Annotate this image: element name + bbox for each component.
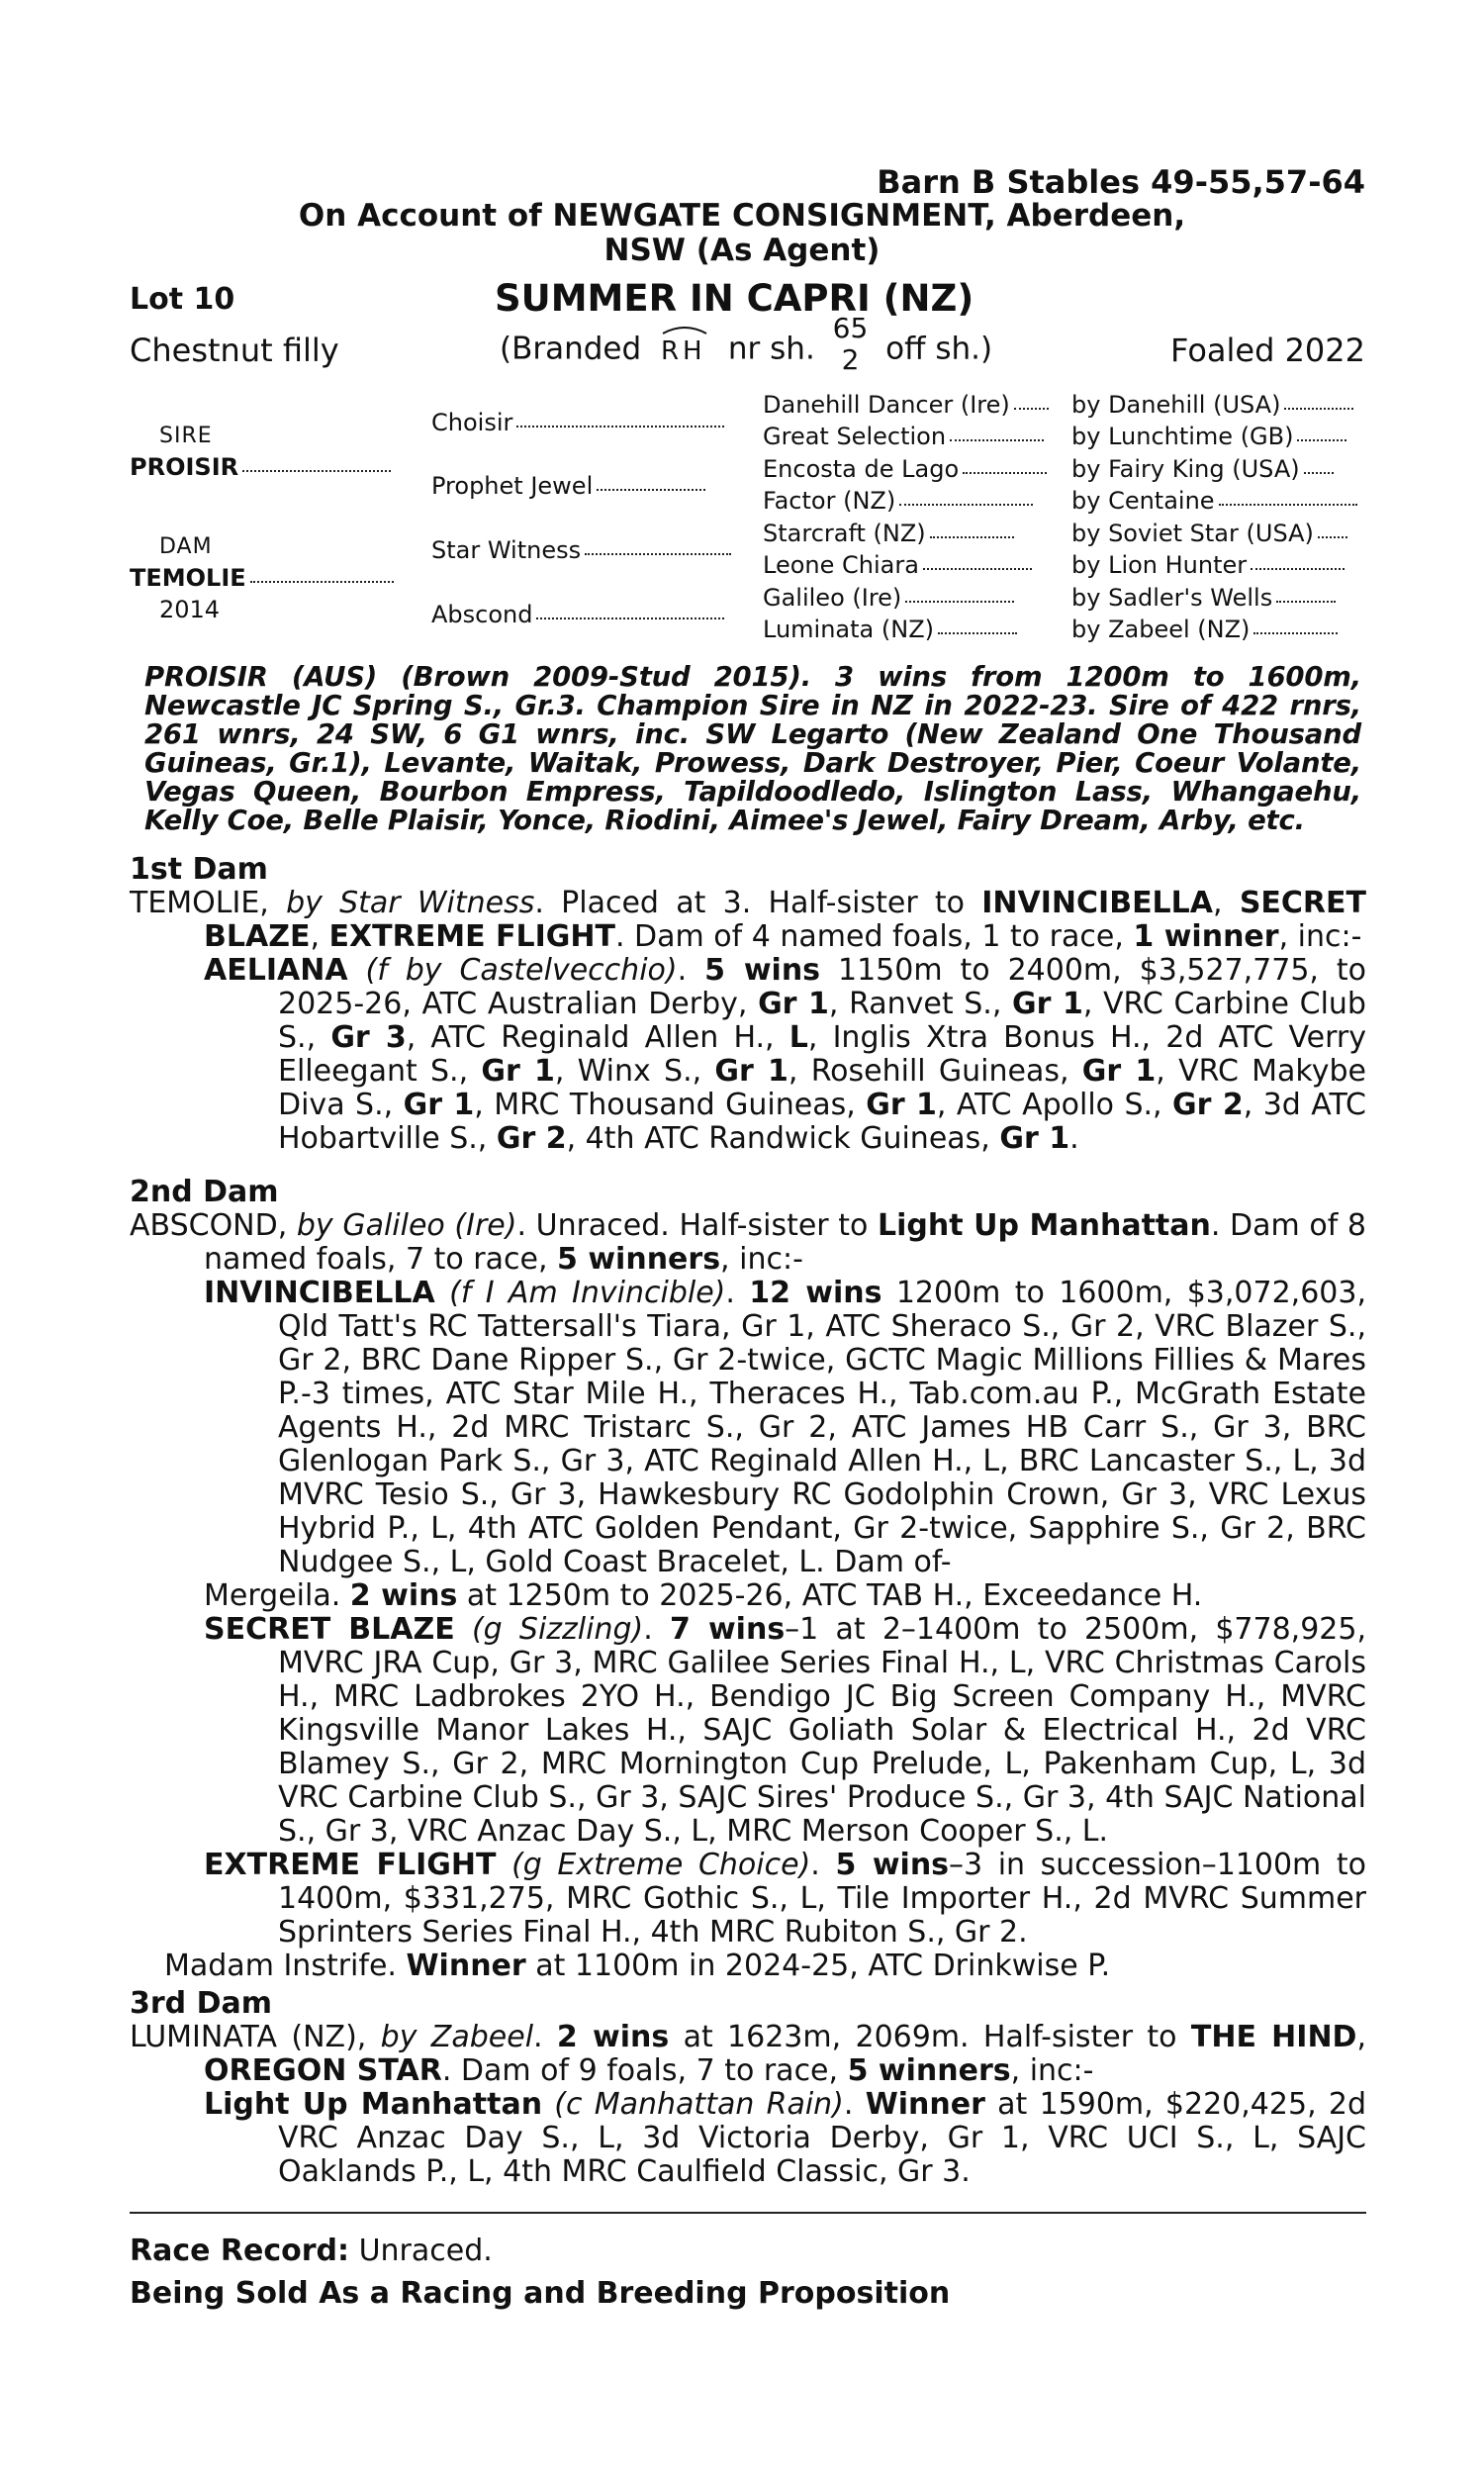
grandsire-sire: Choisir xyxy=(431,409,724,436)
granddam-sire: Prophet Jewel xyxy=(431,472,705,500)
sire-name: PROISIR xyxy=(130,453,391,481)
g3-8: Luminata (NZ) xyxy=(763,616,1017,643)
first-dam-para: TEMOLIE, by Star Witness. Placed at 3. Half-sister to INVINCIBELLA, SECRET BLAZE, EXTREME FLIGHT. Dam of 4 named foals, 1 to race, 1 winner, inc:- xyxy=(130,886,1366,954)
second-dam-heading: 2nd Dam xyxy=(130,1175,279,1209)
g3-3-by: by Fairy King (USA) xyxy=(1071,455,1334,483)
g3-5: Starcraft (NZ) xyxy=(763,520,1014,547)
g3-3: Encosta de Lago xyxy=(763,455,1047,483)
brand-num-bottom: 2 xyxy=(841,343,860,376)
horse-name: SUMMER IN CAPRI (NZ) xyxy=(495,277,974,320)
g3-7-by: by Sadler's Wells xyxy=(1071,584,1336,612)
second-dam-section xyxy=(130,1176,1366,1983)
third-dam-heading: 3rd Dam xyxy=(130,1986,272,2021)
invincibella-para: INVINCIBELLA (f I Am Invincible). 12 wins 1200m to 1600m, $3,072,603, Qld Tatt's RC Tattersall's Tiara, Gr 1, ATC Sheraco S., Gr 2, VRC Blazer S., Gr 2, BRC Dane Ripper S., Gr 2-twice, GCTC Magic Millions Fillies & Mares P.-3 times, ATC Star Mile H., Theraces H., Tab.com.au P., McGrath Estate Agents H., 2d MRC Tristarc S., Gr 2, ATC James HB Carr S., Gr 3, BRC Glenlogan Park S., Gr 3, ATC Reginald Allen H., L, BRC Lancaster S., L, 3d MVRC Tesio S., Gr 3, Hawkesbury RC Godolphin Crown, Gr 3, VRC Lexus Hybrid P., L, 4th ATC Golden Pendant, Gr 2-twice, Sapphire S., Gr 2, BRC Nudgee S., L, Gold Coast Bracelet, L. Dam of- xyxy=(204,1276,1366,1579)
stables-location: Barn B Stables 49-55,57-64 xyxy=(877,163,1365,201)
brand-nr: nr sh. xyxy=(727,331,815,367)
svg-text:R: R xyxy=(661,335,680,363)
dam-name: TEMOLIE xyxy=(130,564,394,592)
dam-year: 2014 xyxy=(159,596,221,623)
sire-label: SIRE xyxy=(159,424,213,448)
brand-number xyxy=(833,313,869,376)
light-up-manhattan-para: Light Up Manhattan (c Manhattan Rain). Winner at 1590m, $220,425, 2d VRC Anzac Day S., L, 3d Victoria Derby, Gr 1, VRC UCI S., L, SAJC Oaklands P., L, 4th MRC Caulfield Classic, Gr 3. xyxy=(204,2087,1366,2189)
dam-label: DAM xyxy=(159,534,213,559)
mergeila-para: Mergeila. 2 wins at 1250m to 2025-26, ATC TAB H., Exceedance H. xyxy=(204,1578,1203,1613)
extreme-flight-para: EXTREME FLIGHT (g Extreme Choice). 5 wins–3 in succession–1100m to 1400m, $331,275, MRC Gothic S., L, Tile Importer H., 2d MVRC Summer Sprinters Series Final H., 4th MRC Rubiton S., Gr 2. xyxy=(204,1848,1366,1950)
third-dam-para: LUMINATA (NZ), by Zabeel. 2 wins at 1623m, 2069m. Half-sister to THE HIND, OREGON STAR. Dam of 9 foals, 7 to race, 5 winners, inc:- xyxy=(130,2020,1367,2088)
g3-4-by: by Centaine xyxy=(1071,487,1357,515)
divider-line xyxy=(130,2212,1366,2214)
color-sex: Chestnut filly xyxy=(130,332,339,369)
race-record: Race Record: Unraced. xyxy=(130,2234,493,2268)
madam-instrife-para: Madam Instrife. Winner at 1100m in 2024-25, ATC Drinkwise P. xyxy=(164,1949,1111,1983)
first-dam-heading: 1st Dam xyxy=(130,852,268,887)
brand-num-top: 65 xyxy=(832,312,869,344)
lot-number: Lot 10 xyxy=(130,282,235,317)
g3-5-by: by Soviet Star (USA) xyxy=(1071,520,1347,547)
secret-blaze-para: SECRET BLAZE (g Sizzling). 7 wins–1 at 2–1400m to 2500m, $778,925, MVRC JRA Cup, Gr 3, MRC Galilee Series Final H., L, VRC Christmas Carols H., MRC Ladbrokes 2YO H., Bendigo JC Big Screen Company H., MVRC Kingsville Manor Lakes H., SAJC Goliath Solar & Electrical H., 2d VRC Blamey S., Gr 2, MRC Mornington Cup Prelude, L, Pakenham Cup, L, 3d VRC Carbine Club S., Gr 3, SAJC Sires' Produce S., Gr 3, 4th SAJC National S., Gr 3, VRC Anzac Day S., L, MRC Merson Cooper S., L. xyxy=(204,1612,1367,1849)
foaled-year: Foaled 2022 xyxy=(1170,332,1365,369)
brand-prefix: (Branded xyxy=(500,331,642,367)
vendor-line-1: On Account of NEWGATE CONSIGNMENT, Aberdeen, xyxy=(298,198,1186,234)
g3-6-by: by Lion Hunter xyxy=(1071,551,1345,579)
g3-2-by: by Lunchtime (GB) xyxy=(1071,423,1346,450)
pedigree-table xyxy=(130,391,1366,653)
third-dam-section xyxy=(130,1987,1366,2189)
first-dam-section xyxy=(130,853,1366,1156)
g3-1-by: by Danehill (USA) xyxy=(1071,391,1353,419)
aeliana-para: AELIANA (f by Castelvecchio). 5 wins 1150m to 2400m, $3,527,775, to 2025-26, ATC Australian Derby, Gr 1, Ranvet S., Gr 1, VRC Carbine Club S., Gr 3, ATC Reginald Allen H., L, Inglis Xtra Bonus H., 2d ATC Verry Elleegant S., Gr 1, Winx S., Gr 1, Rosehill Guineas, Gr 1, VRC Makybe Diva S., Gr 1, MRC Thousand Guineas, Gr 1, ATC Apollo S., Gr 2, 3d ATC Hobartville S., Gr 2, 4th ATC Randwick Guineas, Gr 1. xyxy=(204,953,1367,1156)
grandsire-dam: Star Witness xyxy=(431,536,731,564)
sale-proposition: Being Sold As a Racing and Breeding Proposition xyxy=(130,2276,951,2311)
second-dam-para: ABSCOND, by Galileo (Ire). Unraced. Half-sister to Light Up Manhattan. Dam of 8 named foals, 7 to race, 5 winners, inc:- xyxy=(130,1208,1366,1277)
g3-1: Danehill Dancer (Ire) xyxy=(763,391,1049,419)
sire-summary: PROISIR (AUS) (Brown 2009-Stud 2015). 3 wins from 1200m to 1600m, Newcastle JC Spring S., Gr.3. Champion Sire in NZ in 2022-23. Sire of 422 rnrs, 261 wnrs, 24 SW, 6 G1 wnrs, inc. SW Legarto (New Zealand One Thousand Guineas, Gr.1), Levante, Waitak, Prowess, Dark Destroyer, Pier, Coeur Volante, Vegas Queen, Bourbon Empress, Tapildoodledo, Islington Lass, Whangaehu, Kelly Coe, Belle Plaisir, Yonce, Riodini, Aimee's Jewel, Fairy Dream, Arby, etc. xyxy=(144,661,1361,836)
brand-mark-icon xyxy=(657,332,712,361)
vendor-line-2: NSW (As Agent) xyxy=(603,233,881,268)
svg-text:H: H xyxy=(683,335,702,363)
g3-6: Leone Chiara xyxy=(763,551,1032,579)
g3-8-by: by Zabeel (NZ) xyxy=(1071,616,1338,643)
granddam-dam: Abscond xyxy=(431,601,724,628)
brand-off: off sh.) xyxy=(885,331,993,367)
g3-4: Factor (NZ) xyxy=(763,487,1033,515)
g3-2: Great Selection xyxy=(763,423,1044,450)
g3-7: Galileo (Ire) xyxy=(763,584,1014,612)
brand-info xyxy=(500,312,993,382)
